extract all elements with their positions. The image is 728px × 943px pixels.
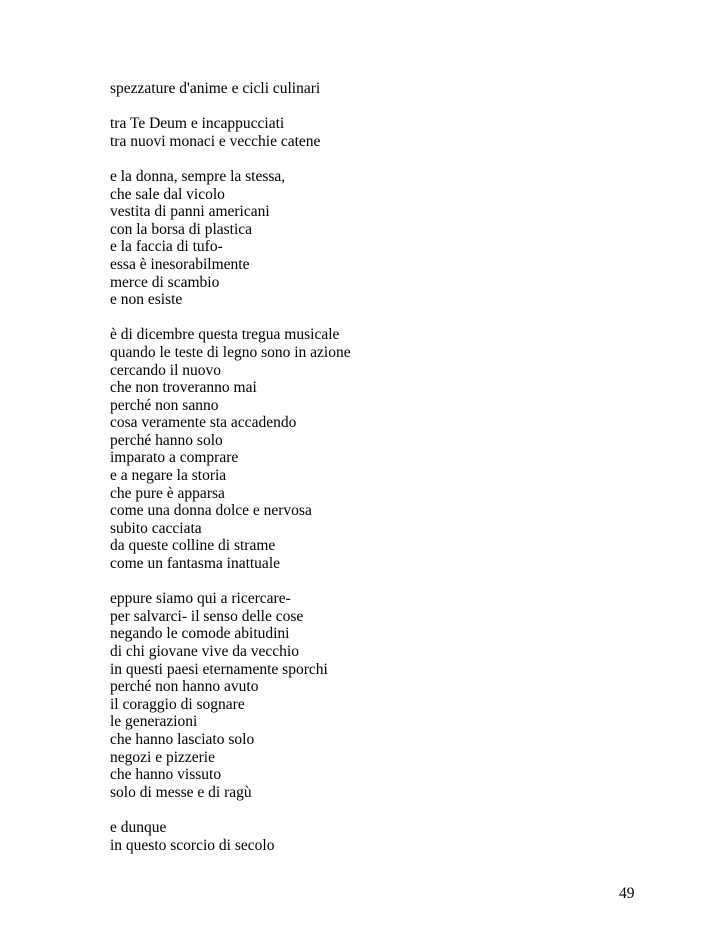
stanza [110,168,610,309]
poem-line: merce di scambio [110,273,220,291]
poem-line: e non esiste [110,291,183,309]
poem-line: il coraggio di sognare [110,695,245,713]
poem-line: imparato a comprare [110,449,239,467]
poem-line: spezzature d'anime e cicli culinari [110,80,321,97]
poem-line: perché hanno solo [110,431,223,449]
poem-line: che pure è apparsa [110,484,225,502]
poem-text [110,80,610,854]
poem-line: per salvarci- il senso delle cose [110,607,304,625]
poem-line: in questi paesi eternamente sporchi [110,660,328,678]
poem-line: e la donna, sempre la stessa, [110,167,286,185]
poem-line: in questo scorcio di secolo [110,836,275,854]
poem-line: che sale dal vicolo [110,185,225,203]
poem-line: eppure siamo qui a ricercare- [110,590,291,608]
poem-line: è di dicembre questa tregua musicale [110,326,340,344]
page-number: 49 [619,885,635,902]
poem-line: come una donna dolce e nervosa [110,502,312,520]
poem-line: di chi giovane vive da vecchio [110,643,299,660]
poem-line: e a negare la storia [110,467,227,485]
stanza [110,115,610,150]
poem-line: cercando il nuovo [110,361,222,379]
poem-line: e dunque [110,818,167,836]
poem-line: solo di messe e di ragù [110,783,252,801]
poem-line: che hanno lasciato solo [110,730,255,748]
poem-line: subito cacciata [110,519,202,537]
poem-line: negando le comode abitudini [110,625,290,643]
poem-line: che non troveranno mai [110,379,257,397]
stanza [110,326,610,572]
stanza [110,819,610,854]
poem-line: negozi e pizzerie [110,748,215,766]
stanza [110,590,610,801]
poem-line: con la borsa di plastica [110,220,253,238]
poem-line: da queste colline di strame [110,537,276,555]
poem-line: cosa veramente sta accadendo [110,414,297,432]
poem-line: tra Te Deum e incappucciati [110,115,285,133]
poem-line: quando le teste di legno sono in azione [110,343,351,361]
poem-line: essa è inesorabilmente [110,255,250,273]
poem-line: come un fantasma inattuale [110,555,281,573]
poem-line: perché non hanno avuto [110,678,259,696]
poem-line: e la faccia di tufo- [110,238,223,256]
poem-line: le generazioni [110,713,198,731]
poem-line: vestita di panni americani [110,203,270,221]
poem-line: perché non sanno [110,396,219,414]
poem-line: tra nuovi monaci e vecchie catene [110,132,321,150]
stanza [110,80,610,98]
poem-line: che hanno vissuto [110,766,222,784]
